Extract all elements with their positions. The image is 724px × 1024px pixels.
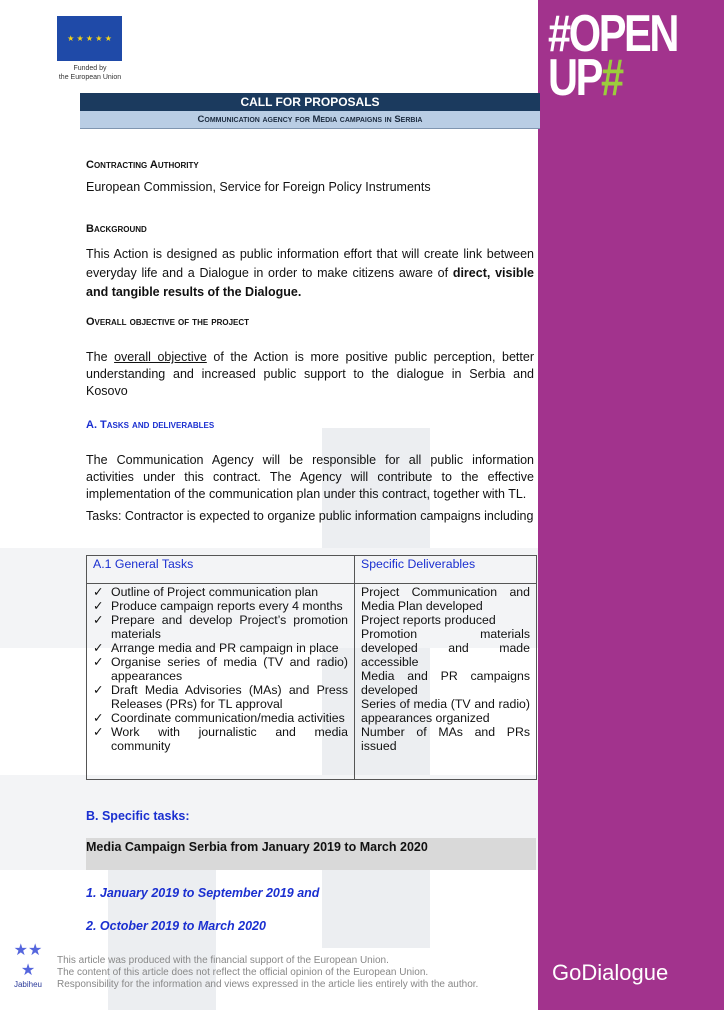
doc-subtitle: Communication agency for Media campaigns in Serbia [80,111,540,129]
contracting-text: European Commission, Service for Foreign Policy Instruments [86,180,431,194]
check-icon: ✓ [93,641,104,655]
background-heading: Background [86,223,147,235]
task-text: Outline of Project communication plan [111,585,319,599]
tasks-intro: Tasks: Contractor is expected to organize public information campaigns including [86,509,534,523]
campaign-band: Media Campaign Serbia from January 2019 to March 2020 [86,838,536,870]
col-general-tasks: A.1 General Tasks [87,556,355,584]
task-text: Coordinate communication/media activities [111,711,345,725]
jabiheu-logo: ★★ ★ Jabiheu [13,942,43,989]
general-tasks-cell [87,584,355,780]
check-icon: ✓ [93,711,104,725]
deliverable-item: Media and PR campaigns developed [361,669,530,697]
tasks-paragraph: The Communication Agency will be responsible for all public information activities under this contract. The Agency will contribute to the effective implementation of the communication plan under this contract, together with TL. [86,453,534,501]
task-item [93,655,348,683]
godialogue-logo: GoDialogue [552,960,669,985]
eu-flag-icon: ★ ★ ★ ★ ★ [57,16,122,61]
task-text: Work with journalistic and media community [111,725,348,753]
tasks-heading: A. Tasks and deliverables [86,419,215,431]
brand-sidebar [538,0,724,1010]
contracting-heading: Contracting Authority [86,159,199,171]
task-item [93,613,348,641]
eu-caption: Funded by the European Union [58,65,122,81]
task-text: Draft Media Advisories (MAs) and Press Releases (PRs) for TL approval [111,683,348,711]
footer-disclaimer: This article was produced with the financial support of the European Union. The content of this article does not reflect the official opinion of the European Union. Responsibility for the information and views expressed in the article lies entirely with the author. [57,955,479,990]
check-icon: ✓ [93,655,104,669]
deliverable-item: Number of MAs and PRs issued [361,725,530,753]
task-item [93,711,348,725]
task-item [93,641,348,655]
col-deliverables: Specific Deliverables [355,556,537,584]
tasks-table [86,555,537,780]
objective-text: The overall objective of the Action is more positive public perception, better understanding and increased public support to the dialogue in Serbia and Kosovo [86,350,534,398]
task-text: Organise series of media (TV and radio) appearances [111,655,348,683]
doc-title: CALL FOR PROPOSALS [80,93,540,111]
check-icon: ✓ [93,613,104,627]
task-item [93,585,348,599]
deliverable-item: Project reports produced [361,613,496,627]
task-item [93,599,348,613]
deliverables-cell [355,584,537,780]
objective-heading: Overall objective of the project [86,316,250,328]
check-icon: ✓ [93,599,104,613]
check-icon: ✓ [93,725,104,739]
period-2: 2. October 2019 to March 2020 [86,919,266,933]
specific-heading: B. Specific tasks: [86,809,190,823]
deliverable-item: Promotion materials developed and made accessible [361,627,530,669]
task-text: Produce campaign reports every 4 months [111,599,343,613]
deliverable-item: Series of media (TV and radio) appearances organized [361,697,530,725]
task-text: Prepare and develop Project’s promotion materials [111,613,348,641]
deliverable-item: Project Communication and Media Plan developed [361,585,530,613]
check-icon: ✓ [93,683,104,697]
task-item [93,725,348,753]
task-text: Arrange media and PR campaign in place [111,641,339,655]
openup-logo: #OPEN UP# [548,5,678,107]
period-1: 1. January 2019 to September 2019 and [86,886,320,900]
check-icon: ✓ [93,585,104,599]
background-text: This Action is designed as public information effort that will create link between everyday life and a Dialogue in order to make citizens aware of direct, visible and tangible results of the Dialogue. [86,247,534,299]
task-item [93,683,348,711]
